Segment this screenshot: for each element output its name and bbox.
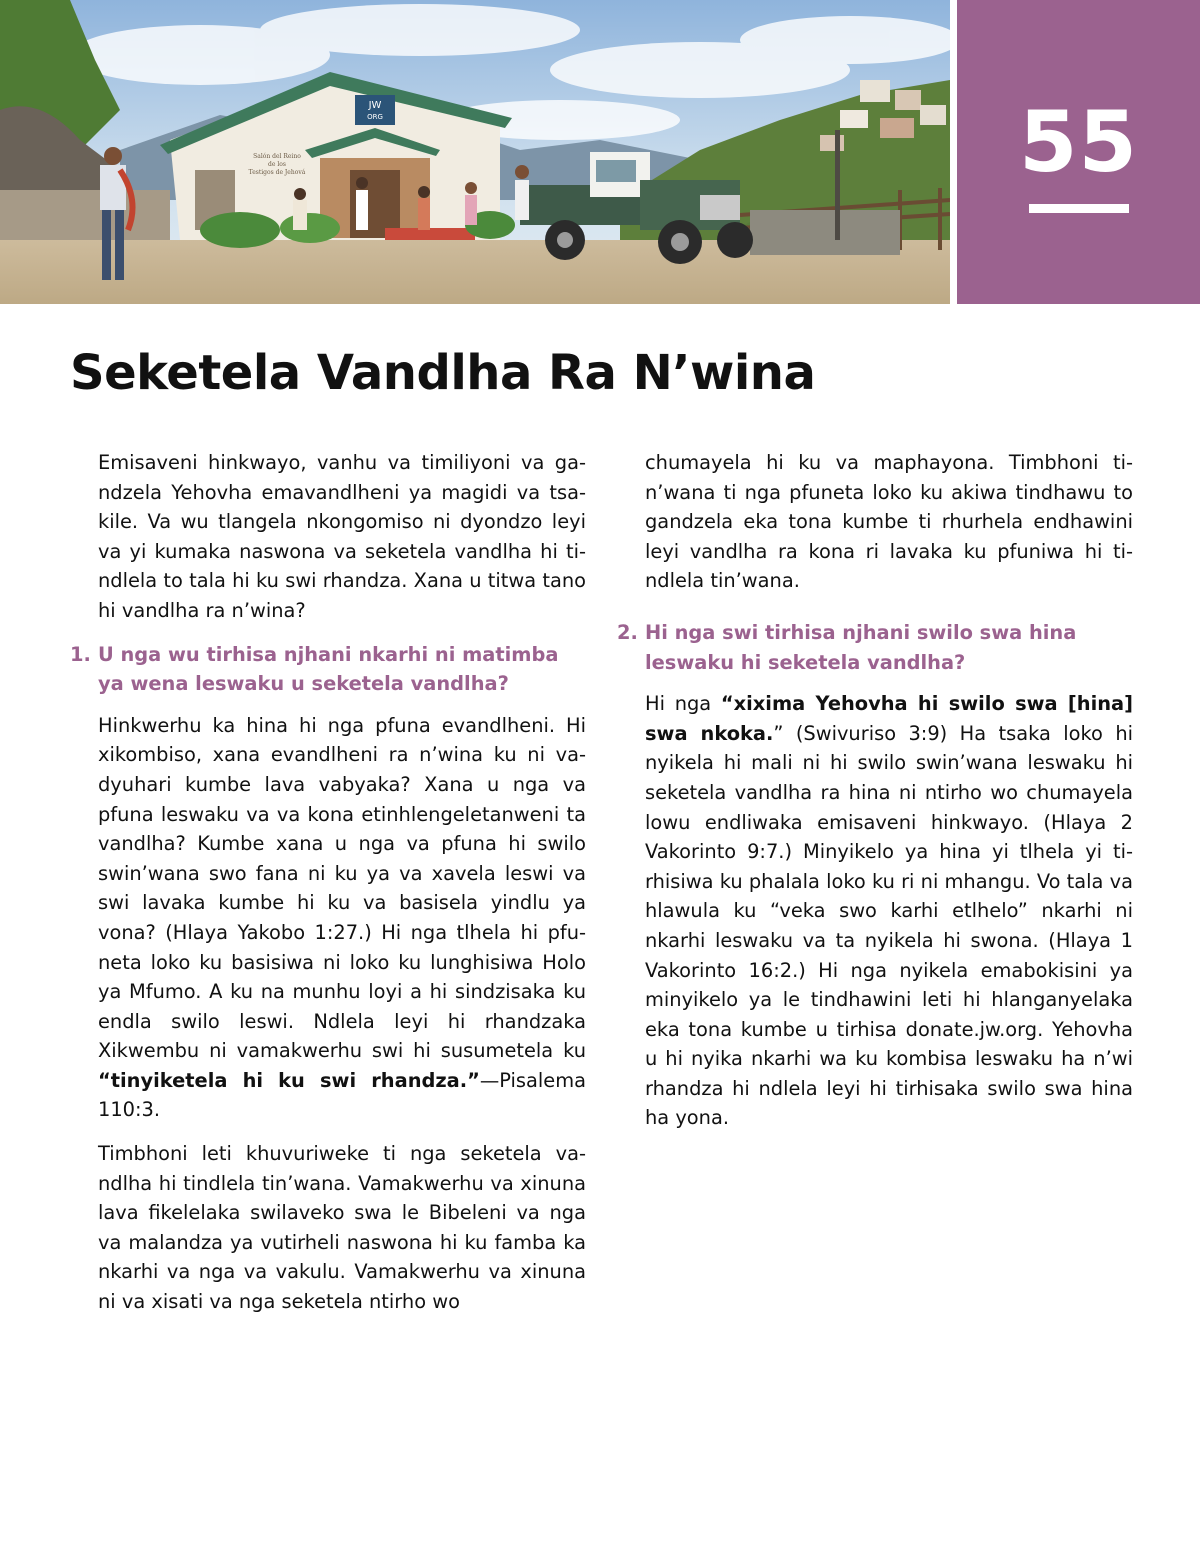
right-column [617, 448, 1133, 1147]
logo-line-jw: JW [368, 100, 382, 111]
scripture-quote: “tinyiketela hi ku swi rhandza.” [98, 1068, 480, 1092]
hall-sign-line2: de los [268, 161, 286, 168]
lesson-number-badge [957, 0, 1200, 304]
intro-paragraph: Emisaveni hinkwayo, vanhu va timiliyoni va gandzela Yehovha emavandlheni ya magidi va tsakile. Va wu tlangela nkongomiso ni dyondzo leyi va yi kumaka naswona va seketela vandlha hi tindlela to tala hi ku swi rhandza. Xana u titwa tano hi vandlha ra n’wina? [98, 451, 586, 622]
section-2-paragraph [645, 689, 1133, 1133]
question-2-text: Hi nga swi tirhisa njhani swilo swa hina leswaku hi seketela vandlha? [645, 620, 1077, 674]
section-1-paragraph-1 [98, 711, 586, 1125]
hall-sign-line1: Salón del Reino [253, 153, 301, 160]
rock-wall [750, 210, 900, 255]
logo-line-org: ORG [367, 113, 383, 121]
utility-pole [835, 130, 840, 240]
question-2 [617, 618, 1133, 677]
section-2-paragraph-start: Hi nga [645, 692, 721, 716]
lesson-number: 55 [1019, 93, 1138, 191]
section-1-paragraph-2-continued: chumayela hi ku va maphayona. Timbhoni tin’wana ti nga pfuneta loko ku akiwa tindhawu to gandzela eka tona kumbe ti rhurhela endhawini leyi vandlha ra kona ri lavaka ku pfuniwa hi tindlela tin’wana. [645, 451, 1133, 593]
hall-sign-line3: Testigos de Jehová [248, 169, 306, 176]
proverbs-quote: “xixima Yehovha hi swilo swa [hina] swa nkoka. [645, 692, 1133, 745]
left-column [70, 448, 586, 1317]
lesson-number-underline [1029, 204, 1129, 213]
scripture-reference: —Pisalema 110:3. [98, 1068, 586, 1122]
section-2-paragraph-text: ” (Swivuriso 3:9) Ha tsaka loko hi nyikela hi mali ni hi swilo swin’wana leswaku hi seketela vandlha ra hina ni ntirho wo chumayela lowu endliwaka emisaveni hinkwayo. (Hlaya 2 Vakorinto 9:7.) Minyikelo ya hina yi tlhela yi tirhisiwa ku phalala loko ku ri ni mhangu. Vo tala va hlawula ku “veka swo karhi etlhelo” nkarhi ni nkarhi leswaku va ta nyikela hi swona. (Hlaya 1 Vakorinto 16:2.) Hi nga nyikela emabokisini ya minyikelo ya le tindhawini leti hi hlanganyelaka eka tona kumbe u tirhisa donate.jw.org. Yehovha u hi nyika nkarhi wa ku kombisa leswaku ha n’wi rhandza hi ndlela leyi hi tirhisaka swilo swa hina ha yona. [645, 721, 1133, 1130]
section-1-paragraph-2: Timbhoni leti khuvuriweke ti nga seketela vandlha hi tindlela tin’wana. Vamakwerhu va xinuna lava fikelelaka swilaveko swa le Bibeleni va nga va malandza ya vutirheli naswona hi ku famba ka nkarhi va nga va vakulu. Vamakwerhu va xinuna ni va xisati va nga seketela ntirho wo [98, 1142, 586, 1314]
question-1 [70, 640, 586, 699]
section-1-paragraph-1-text: Hinkwerhu ka hina hi nga pfuna evandlheni. Hi xikombiso, xana evandlheni ra n’wina ku ni vadyuhari kumbe lava vabyaka? Xana u nga va pfuna leswaku va va kona etinhlengeletanweni ta vandlha? Kumbe xana u nga va pfuna hi swilo swin’wana swo fana ni ku ya va xavela leswi va swi lavaka kumbe hi ku va basisela yindlu ya vona? (Hlaya Yakobo 1:27.) Hi nga tlhela hi pfuneta loko ku basisiwa ni loko ku lunghisiwa Holo ya Mfumo. A ku na munhu loyi a hi sindzisaka ku endla swilo leswi. Ndlela leyi hi rhandzaka Xikwembu ni vamakwerhu swi hi susumetela ku [98, 713, 586, 1063]
kingdom-hall-scene [0, 0, 950, 304]
page-title: Seketela Vandlha Ra N’wina [70, 345, 816, 401]
question-2-number: 2. [617, 620, 638, 644]
header-illustration [0, 0, 950, 304]
question-1-number: 1. [70, 642, 91, 666]
question-1-text: U nga wu tirhisa njhani nkarhi ni matimba ya wena leswaku u seketela vandlha? [98, 642, 559, 696]
